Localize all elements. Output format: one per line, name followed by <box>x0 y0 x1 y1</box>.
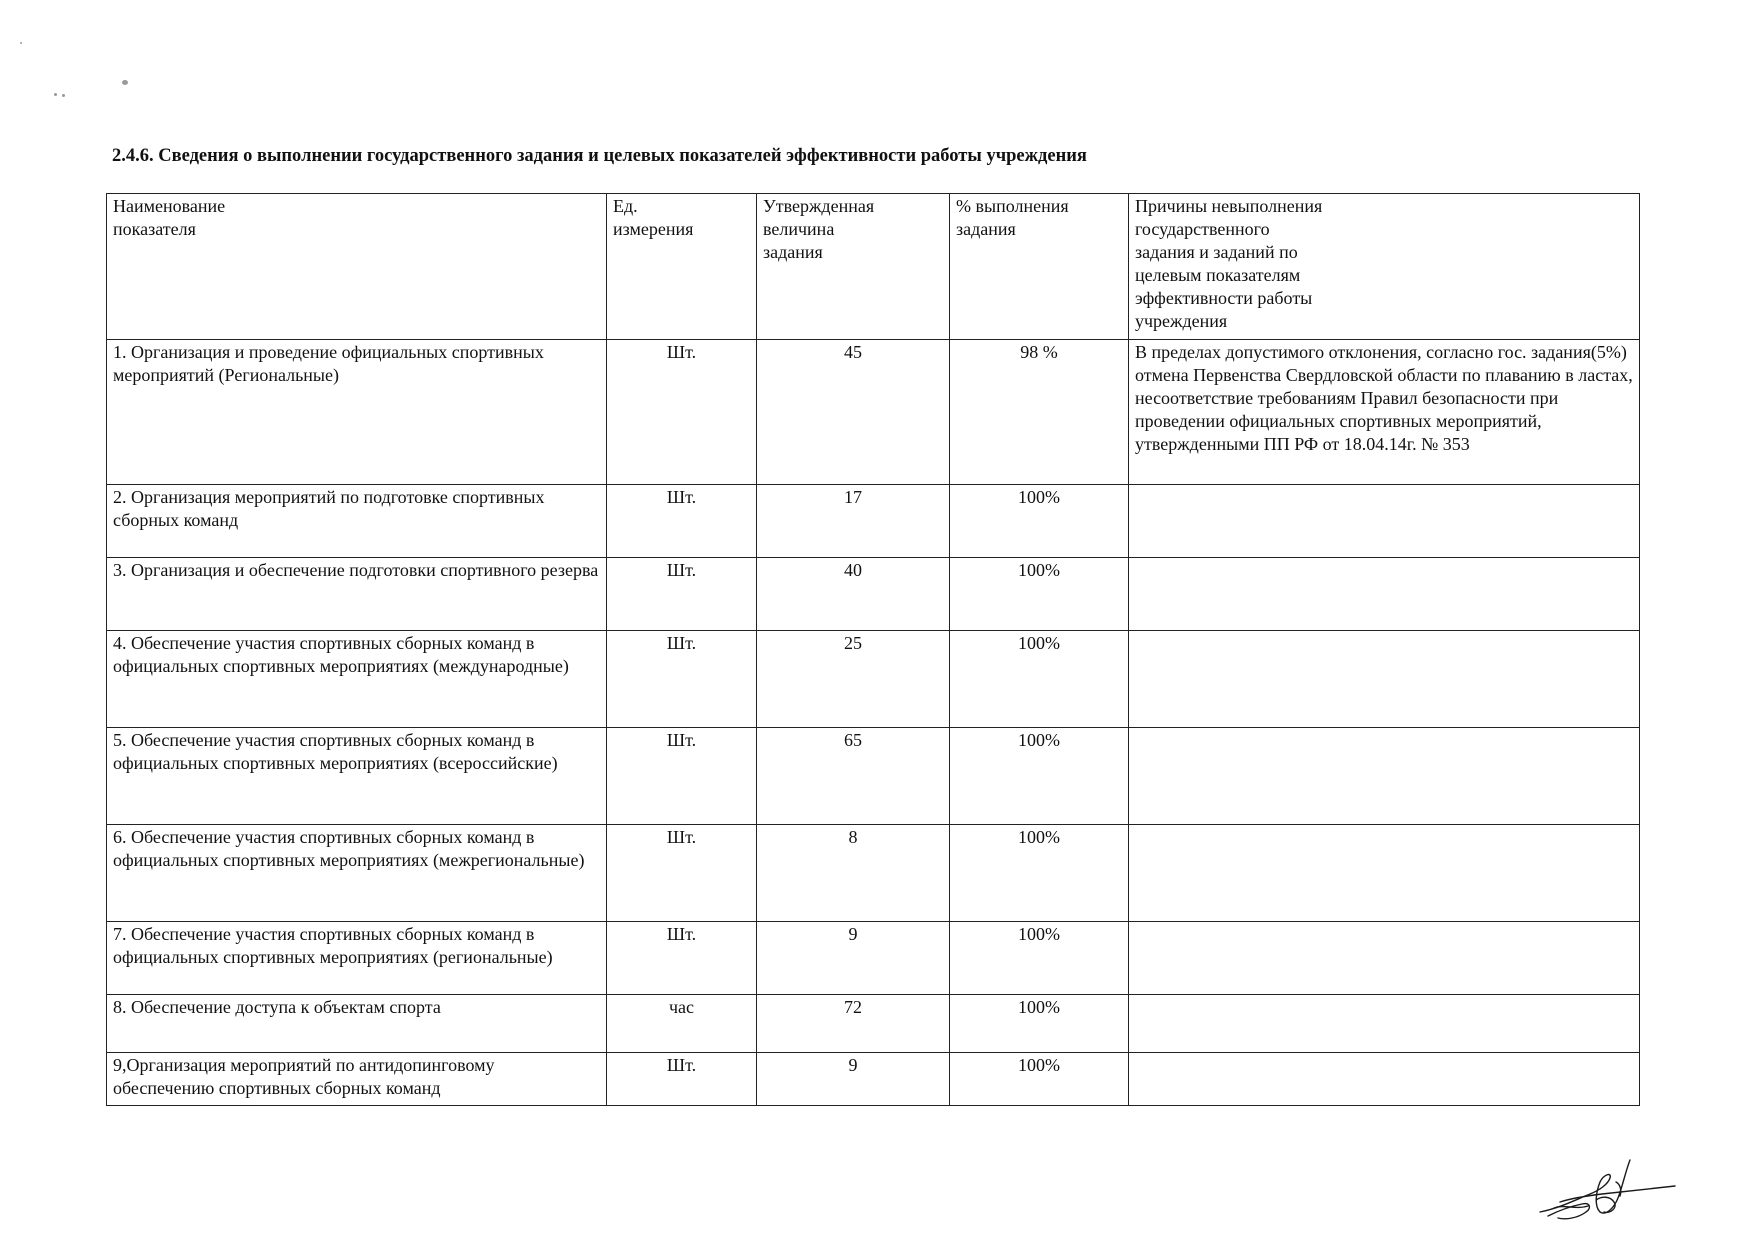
cell-unit: Шт. <box>607 631 757 728</box>
handwritten-signature <box>1530 1150 1680 1230</box>
cell-failure-reason <box>1129 631 1640 728</box>
cell-failure-reason <box>1129 485 1640 558</box>
cell-failure-reason <box>1129 1053 1640 1106</box>
cell-indicator-name: 8. Обеспечение доступа к объектам спорта <box>107 995 607 1053</box>
cell-indicator-name: 1. Организация и проведение официальных спортивных мероприятий (Региональные) <box>107 340 607 485</box>
header-failure-reasons: Причины невыполнения государственного задания и заданий по целевым показателям эффективности работы учреждения <box>1129 194 1640 340</box>
cell-unit: Шт. <box>607 340 757 485</box>
cell-failure-reason <box>1129 825 1640 922</box>
table-row <box>107 995 1640 1053</box>
cell-completion-percent: 100% <box>950 728 1129 825</box>
cell-indicator-name: 6. Обеспечение участия спортивных сборных команд в официальных спортивных мероприятиях (межрегиональные) <box>107 825 607 922</box>
table-row <box>107 728 1640 825</box>
cell-indicator-name: 7. Обеспечение участия спортивных сборных команд в официальных спортивных мероприятиях (региональные) <box>107 922 607 995</box>
cell-approved-value: 40 <box>757 558 950 631</box>
cell-completion-percent: 100% <box>950 631 1129 728</box>
cell-unit: Шт. <box>607 558 757 631</box>
cell-completion-percent: 98 % <box>950 340 1129 485</box>
table-row <box>107 825 1640 922</box>
cell-unit: Шт. <box>607 922 757 995</box>
cell-indicator-name: 2. Организация мероприятий по подготовке спортивных сборных команд <box>107 485 607 558</box>
cell-approved-value: 25 <box>757 631 950 728</box>
report-table <box>106 193 1640 1106</box>
scan-speck <box>20 42 22 44</box>
scan-speck <box>62 94 65 97</box>
cell-failure-reason: В пределах допустимого отклонения, согласно гос. задания(5%) отмена Первенства Свердловской области по плаванию в ластах, несоответствие требованиям Правил безопасности при проведении официальных спортивных мероприятий, утвержденными ПП РФ от 18.04.14г. № 353 <box>1129 340 1640 485</box>
document-title: 2.4.6. Сведения о выполнении государственного задания и целевых показателей эффективности работы учреждения <box>112 146 1087 166</box>
cell-unit: час <box>607 995 757 1053</box>
header-approved-value: Утвержденная величина задания <box>757 194 950 340</box>
table-row <box>107 485 1640 558</box>
header-completion-percent: % выполнения задания <box>950 194 1129 340</box>
table-row <box>107 922 1640 995</box>
header-unit: Ед. измерения <box>607 194 757 340</box>
cell-completion-percent: 100% <box>950 558 1129 631</box>
cell-approved-value: 45 <box>757 340 950 485</box>
cell-indicator-name: 5. Обеспечение участия спортивных сборных команд в официальных спортивных мероприятиях (всероссийские) <box>107 728 607 825</box>
cell-approved-value: 8 <box>757 825 950 922</box>
cell-failure-reason <box>1129 995 1640 1053</box>
header-indicator-name: Наименование показателя <box>107 194 607 340</box>
cell-approved-value: 65 <box>757 728 950 825</box>
cell-indicator-name: 3. Организация и обеспечение подготовки спортивного резерва <box>107 558 607 631</box>
table-row <box>107 340 1640 485</box>
cell-approved-value: 9 <box>757 922 950 995</box>
scan-speck <box>54 93 57 96</box>
table-row <box>107 558 1640 631</box>
cell-completion-percent: 100% <box>950 485 1129 558</box>
table-row <box>107 631 1640 728</box>
table-header-row <box>107 194 1640 340</box>
cell-indicator-name: 9,Организация мероприятий по антидопинговому обеспечению спортивных сборных команд <box>107 1053 607 1106</box>
cell-indicator-name: 4. Обеспечение участия спортивных сборных команд в официальных спортивных мероприятиях (международные) <box>107 631 607 728</box>
cell-approved-value: 72 <box>757 995 950 1053</box>
cell-approved-value: 17 <box>757 485 950 558</box>
scan-speck <box>122 80 128 85</box>
cell-approved-value: 9 <box>757 1053 950 1106</box>
cell-failure-reason <box>1129 728 1640 825</box>
cell-unit: Шт. <box>607 485 757 558</box>
cell-completion-percent: 100% <box>950 1053 1129 1106</box>
cell-failure-reason <box>1129 558 1640 631</box>
cell-unit: Шт. <box>607 728 757 825</box>
cell-unit: Шт. <box>607 1053 757 1106</box>
cell-unit: Шт. <box>607 825 757 922</box>
cell-completion-percent: 100% <box>950 995 1129 1053</box>
table-row <box>107 1053 1640 1106</box>
cell-failure-reason <box>1129 922 1640 995</box>
cell-completion-percent: 100% <box>950 825 1129 922</box>
cell-completion-percent: 100% <box>950 922 1129 995</box>
